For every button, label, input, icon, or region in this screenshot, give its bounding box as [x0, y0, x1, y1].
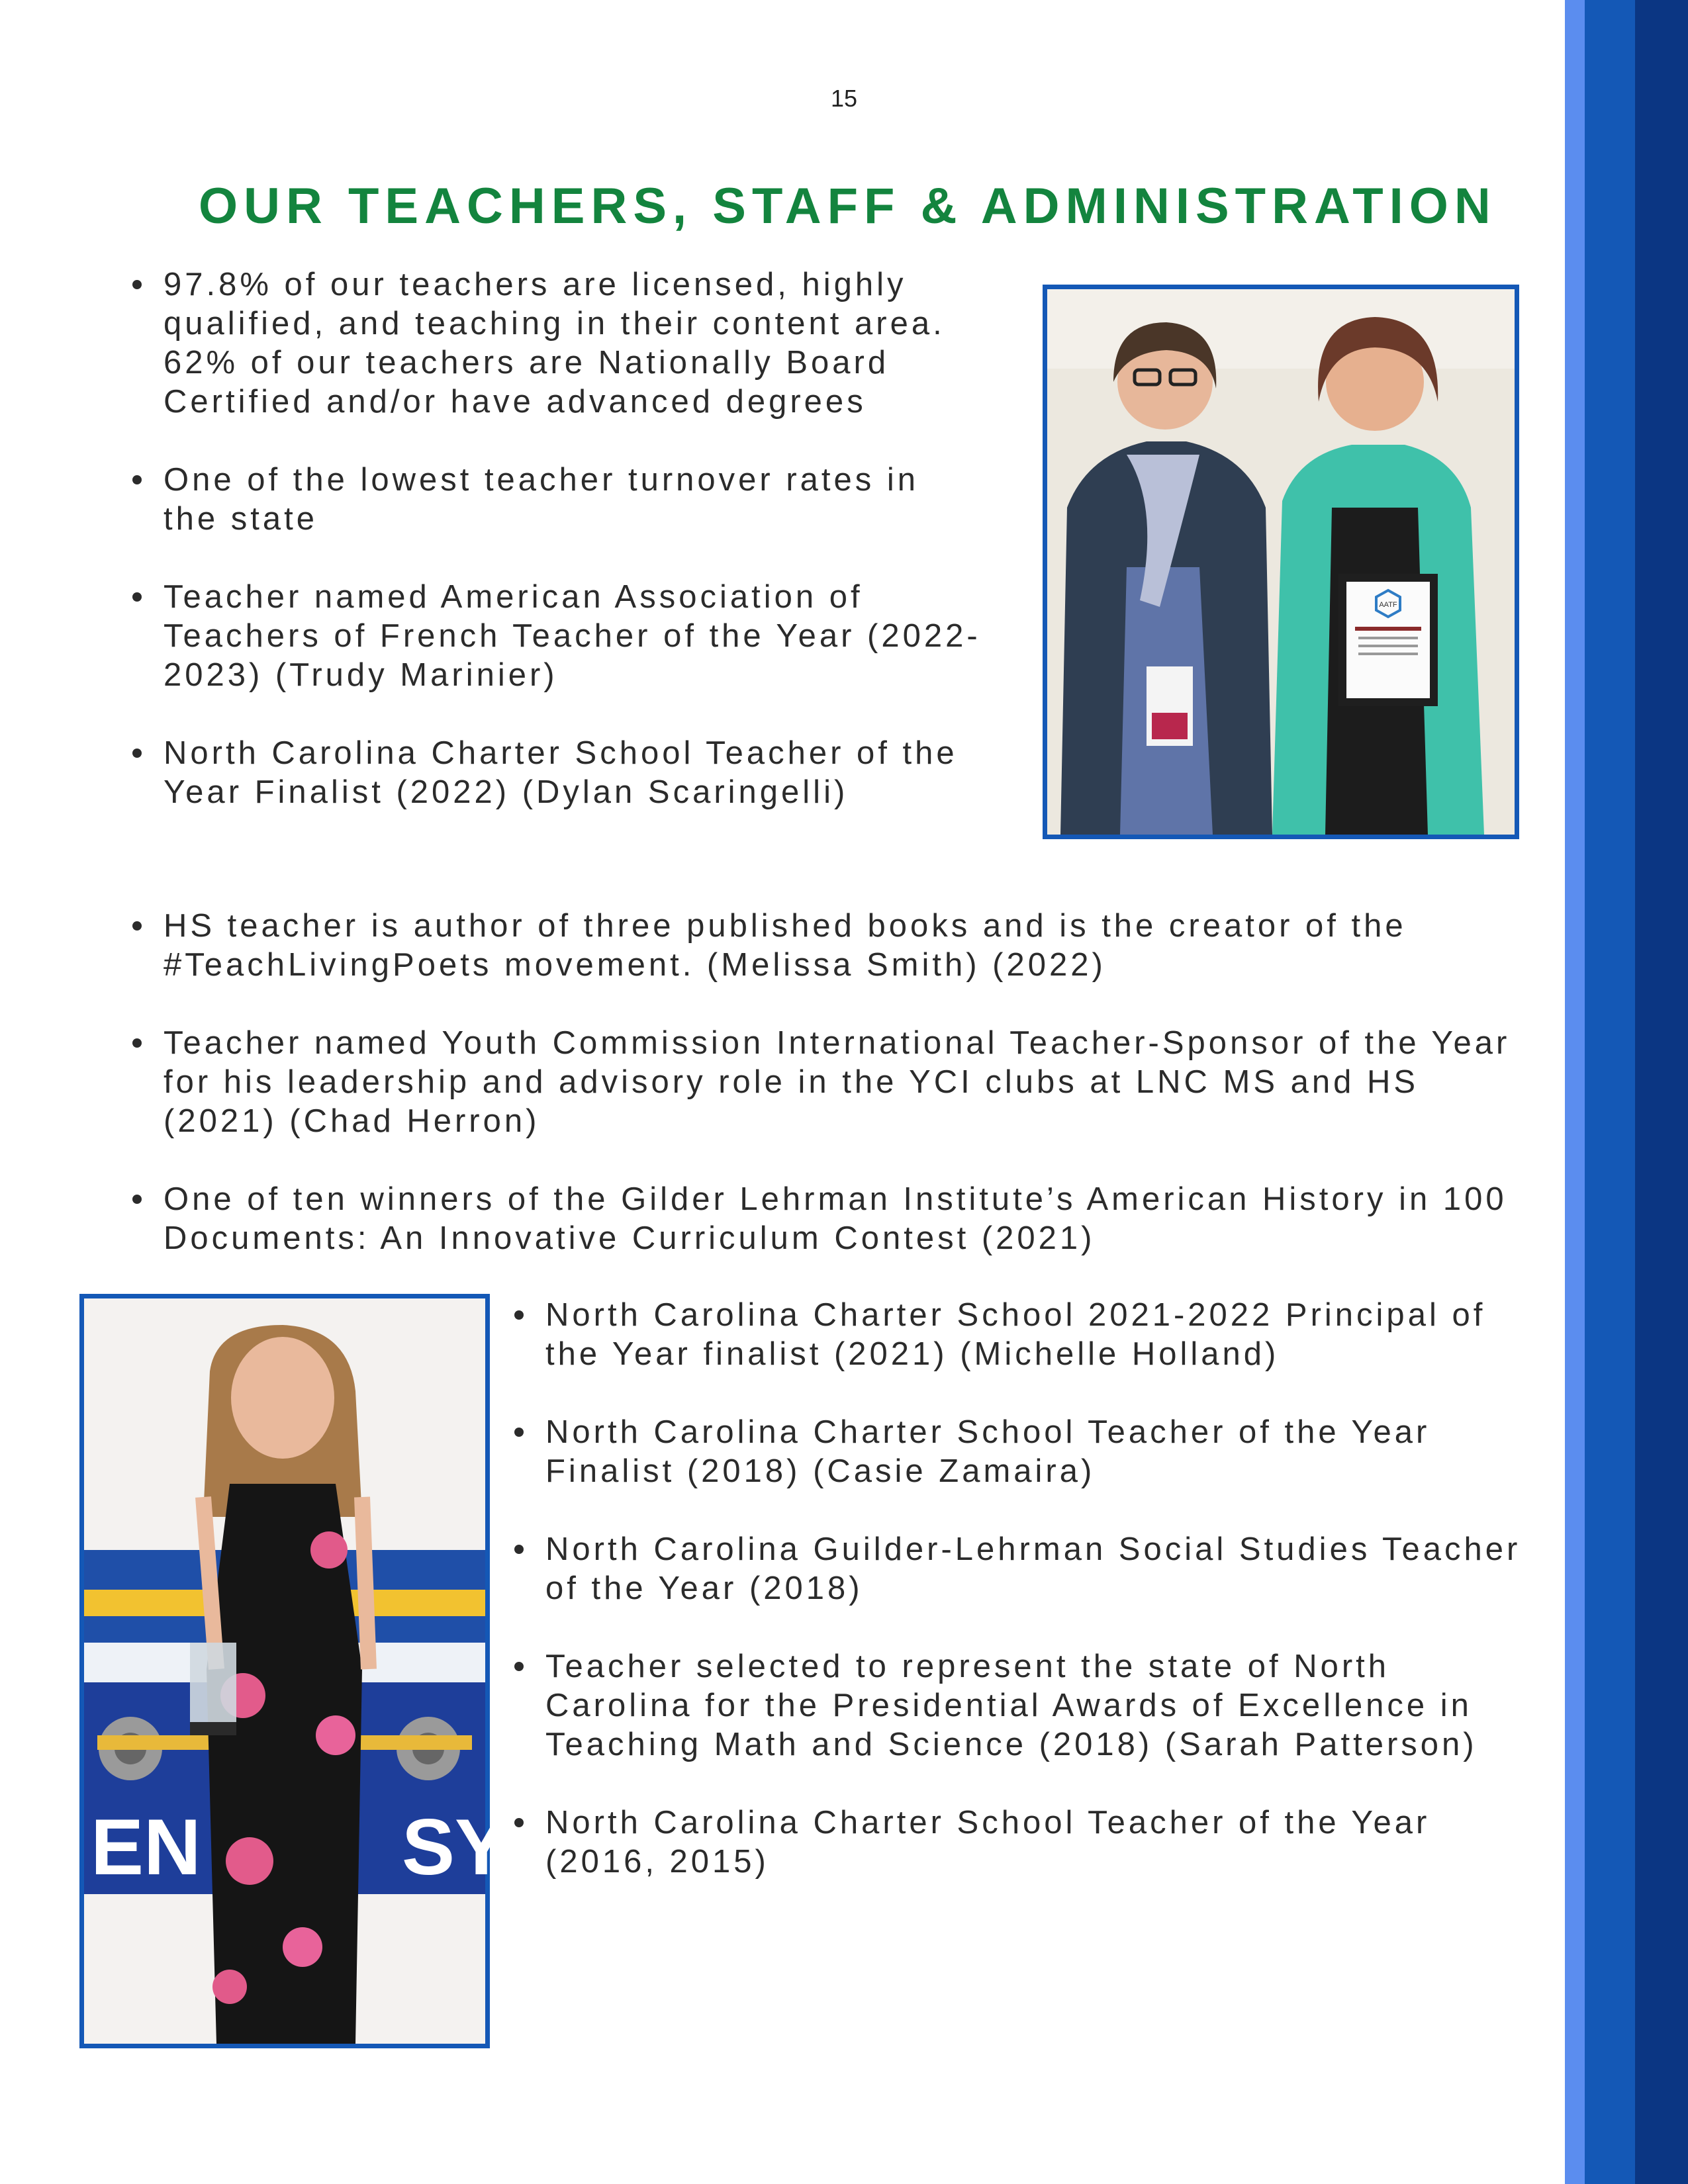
- list-item-text: Teacher named American Association of Teachers of French Teacher of the Year (2022-2023) (Trudy Marinier): [164, 579, 981, 693]
- bullet-dot: [514, 1545, 524, 1554]
- achievements-list-middle: [164, 907, 1521, 1258]
- bullet-dot: [514, 1310, 524, 1320]
- list-item: [164, 734, 984, 812]
- list-item: [164, 1180, 1521, 1258]
- bullet-dot: [132, 921, 142, 931]
- list-item-text: One of the lowest teacher turnover rates in the state: [164, 462, 919, 537]
- list-item-text: 97.8% of our teachers are licensed, highly qualified, and teaching in their content area. 62% of our teachers are Nationally Board Certified and/or have advanced degrees: [164, 267, 945, 420]
- page-number: 15: [830, 85, 858, 112]
- list-item: [545, 1530, 1525, 1608]
- list-item: [164, 907, 1521, 985]
- decorative-stripe-dark: [1635, 0, 1688, 2184]
- principal-award-photo: [79, 1294, 508, 2048]
- list-item-text: Teacher selected to represent the state of North Carolina for the Presidential Awards of Excellence in Teaching Math and Science (2018) (Sarah Patterson): [545, 1649, 1477, 1762]
- bullet-dot: [132, 749, 142, 758]
- wall-text-right: SY: [402, 1803, 508, 1891]
- plaque-logo: AATF: [1379, 601, 1397, 609]
- list-item-text: HS teacher is author of three published books and is the creator of the #TeachLivingPoets movement. (Melissa Smith) (2022): [164, 908, 1407, 983]
- list-item-text: North Carolina Charter School 2021-2022 Principal of the Year finalist (2021) (Michelle Holland): [545, 1297, 1486, 1372]
- teachers-award-illustration: [1047, 289, 1515, 835]
- list-item-text: One of ten winners of the Gilder Lehrman Institute’s American History in 100 Documents: An Innovative Curriculum Contest (2021): [164, 1181, 1507, 1256]
- teachers-award-photo: [1043, 285, 1519, 839]
- bullet-dot: [132, 280, 142, 289]
- bullet-dot: [514, 1662, 524, 1671]
- page-title: OUR TEACHERS, STAFF & ADMINISTRATION: [199, 178, 1497, 234]
- bullet-dot: [132, 592, 142, 602]
- list-item: [545, 1647, 1525, 1764]
- list-item: [164, 265, 984, 422]
- bullet-dot: [514, 1818, 524, 1827]
- achievements-list-top: [164, 265, 984, 812]
- principal-award-illustration: [84, 1298, 508, 2044]
- decorative-stripe-light: [1565, 0, 1585, 2184]
- list-item-text: Teacher named Youth Commission International Teacher-Sponsor of the Year for his leadership and advisory role in the YCI clubs at LNC MS and HS (2021) (Chad Herron): [164, 1025, 1511, 1139]
- list-item: [545, 1413, 1525, 1491]
- list-item-text: North Carolina Charter School Teacher of the Year (2016, 2015): [545, 1805, 1430, 1880]
- bullet-dot: [132, 1195, 142, 1204]
- list-item: [164, 1024, 1521, 1141]
- bullet-dot: [132, 1038, 142, 1048]
- list-item: [164, 578, 984, 695]
- wall-text-left: EN: [91, 1803, 201, 1891]
- list-item-text: North Carolina Charter School Teacher of the Year Finalist (2018) (Casie Zamaira): [545, 1414, 1430, 1489]
- achievements-list-bottom: [545, 1296, 1525, 1882]
- bullet-dot: [132, 475, 142, 484]
- list-item: [164, 461, 984, 539]
- list-item: [545, 1803, 1525, 1882]
- list-item-text: North Carolina Guilder-Lehrman Social Studies Teacher of the Year (2018): [545, 1531, 1521, 1606]
- list-item-text: North Carolina Charter School Teacher of the Year Finalist (2022) (Dylan Scaringelli): [164, 735, 958, 810]
- bullet-dot: [514, 1428, 524, 1437]
- list-item: [545, 1296, 1525, 1374]
- decorative-stripe-mid: [1585, 0, 1635, 2184]
